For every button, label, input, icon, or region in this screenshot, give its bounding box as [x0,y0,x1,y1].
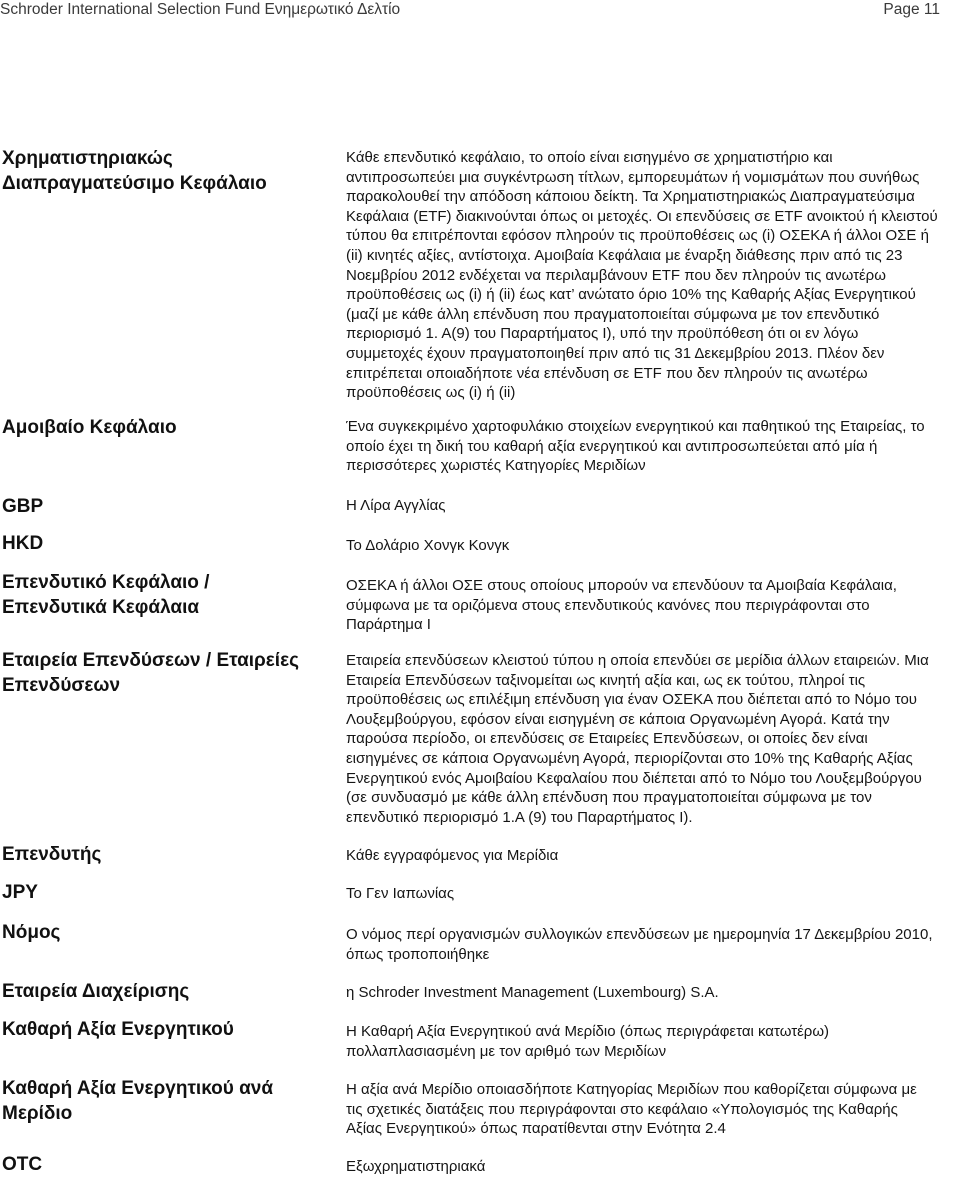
definition-row [0,880,960,905]
definition-text-line: παρούσα περίοδο, οι επενδύσεις σε Εταιρείες Επενδύσεων, οι οποίες δεν είναι [346,730,868,748]
definition-text [346,496,958,516]
definition-row [0,979,960,1004]
definition-term [2,570,337,620]
definition-text-line: προϋποθέσεις ως επιλέξιμη επένδυση για έναν ΟΣΕΚΑ που διέπεται από το Νόμο του [346,691,917,709]
definition-text-line: παρακολουθεί την απόδοση κάποιου δείκτη. Τα Χρηματιστηριακώς Διαπραγματεύσιμα [346,188,915,206]
definition-term-line: HKD [2,532,44,554]
definition-term-line: Διαπραγματεύσιμο Κεφάλαιο [2,173,267,194]
definition-term-line: Επενδυτικό Κεφάλαιο / [2,571,210,593]
definition-text-line: Η αξία ανά Μερίδιο οποιασδήποτε Κατηγορίας Μεριδίων που καθορίζεται σύμφωνα με [346,1081,917,1098]
definition-row [0,415,960,475]
definition-text [346,846,958,866]
definition-term-line: Εταιρεία Επενδύσεων / Εταιρείες [2,649,299,671]
definition-term [2,494,337,519]
page-number: Page 11 [883,1,940,18]
definition-term [2,648,337,698]
definition-text [346,1157,958,1177]
definition-text-line: Το Γεν Ιαπωνίας [346,885,455,902]
definition-row [0,920,960,963]
definition-text-line: αντιπροσωπεύει μια συγκέντρωση τίτλων, εμπορευμάτων ή νομισμάτων που συνήθως [346,168,920,186]
definition-text [346,651,958,827]
definition-text-line: Ο νόμος περί οργανισμών συλλογικών επενδύσεων με ημερομηνία 17 Δεκεμβρίου 2010, [346,926,933,943]
definition-text-line: Ένα συγκεκριμένο χαρτοφυλάκιο στοιχείων ενεργητικού και παθητικού της Εταιρείας, το [346,418,925,435]
definition-term-line: Καθαρή Αξία Ενεργητικού ανά [2,1077,274,1099]
definition-text-line: Κεφάλαια (ETF) διακινούνται όπως οι μετοχές. Οι επενδύσεις σε ETF ανοικτού ή κλειστού [346,207,938,225]
definition-term [2,531,337,556]
definition-text [346,925,958,964]
definition-text-line: εισηγμένες σε κάποια Οργανωμένη Αγορά, περιορίζονται στο 10% της Καθαρής Αξίας [346,749,913,767]
definition-term-line: Επενδυτικά Κεφάλαια [2,596,200,618]
definition-text-line: περισσότερες χωριστές Κατηγορίες Μεριδίων [346,457,646,475]
definition-text-line: Παράρτημα Ι [346,616,431,634]
definition-row [0,1017,960,1060]
definition-term [2,920,337,945]
definition-row [0,1152,960,1177]
definition-row [0,146,960,402]
definition-text [346,983,958,1003]
definition-text-line: οποίο έχει τη δική του καθαρή αξία ενεργητικού και αντιπροσωπεύεται από μία ή [346,437,878,455]
definition-text-line: περιορισμό 1. Α(9) του Παραρτήματος Ι), υπό την προϋπόθεση ότι οι εν λόγω [346,325,859,343]
definition-term [2,979,337,1004]
definition-text-line: Νοεμβρίου 2012 ενδέχεται να περιλαμβάνουν ETF που δεν πληρούν τις ανωτέρω [346,266,886,284]
definition-row [0,842,960,867]
definition-term [2,842,337,867]
definition-term-line: Εταιρεία Διαχείρισης [2,980,190,1002]
definition-text [346,417,958,476]
definition-term [2,146,337,196]
definition-text [346,576,958,635]
definition-term [2,1017,337,1042]
definition-row [0,1076,960,1138]
definition-text [346,884,958,904]
document-header-title: Schroder International Selection Fund Ενημερωτικό Δελτίο [0,1,401,18]
definition-row [0,570,960,634]
definition-term-line: Χρηματιστηριακώς [2,148,173,169]
definition-text-line: Κάθε εγγραφόμενος για Μερίδια [346,847,559,864]
definition-text-line: όπως τροποποιήθηκε [346,945,490,963]
definition-text-line: Η Λίρα Αγγλίας [346,497,446,514]
definition-text-line: τύπου θα επιτρέπονται εφόσον πληρούν τις προϋποθέσεις ως (i) ΟΣΕΚΑ ή άλλοι ΟΣΕ ή [346,227,929,245]
definition-term-line: Καθαρή Αξία Ενεργητικού [2,1018,234,1040]
definition-term-line: GBP [2,495,44,517]
definition-term-line: OTC [2,1154,43,1175]
definition-row [0,531,960,556]
definition-text [346,1022,958,1061]
definition-text-line: Η Καθαρή Αξία Ενεργητικού ανά Μερίδιο (όπως περιγράφεται κατωτέρω) [346,1023,830,1040]
definition-term [2,1152,337,1177]
definition-term-line: Επενδυτής [2,843,102,865]
definition-text-line: (μαζί με κάθε άλλη επένδυση που πραγματοποιείται σύμφωνα με τον επενδυτικό [346,305,880,323]
definition-text-line: Εξωχρηματιστηριακά [346,1158,486,1175]
definition-text-line: Εταιρεία επενδύσεων κλειστού τύπου η οποία επενδύει σε μερίδια άλλων εταιρειών. Μια [346,652,929,669]
definition-text-line: σύμφωνα με τα οριζόμενα στους επενδυτικούς κανόνες που περιγράφονται στο [346,596,870,614]
definition-row [0,494,960,519]
definition-text-line: προϋποθέσεις ως (i) ή (ii) [346,384,516,402]
definition-text-line: Αξίας Ενεργητικού» όπως παρατίθενται στην Ενότητα 2.4 [346,1120,726,1138]
definition-text-line: ΟΣΕΚΑ ή άλλοι ΟΣΕ στους οποίους μπορούν να επενδύουν τα Αμοιβαία Κεφάλαια, [346,577,897,594]
definition-text-line: Το Δολάριο Χονγκ Κονγκ [346,537,510,554]
definition-text-line: Ενεργητικού ενός Αμοιβαίου Κεφαλαίου που διέπεται από το Νόμο του Λουξεμβούργου [346,769,922,787]
definition-term-line: Μερίδιο [2,1102,73,1124]
definition-text-line: συμμετοχές έχουν πραγματοποιηθεί πριν από τις 31 Δεκεμβρίου 2013. Πλέον δεν [346,344,885,362]
definition-text-line: επιτρέπεται οποιαδήποτε νέα επένδυση σε ETF που δεν πληρούν τις ανωτέρω [346,364,868,382]
definition-text-line: Κάθε επενδυτικό κεφάλαιο, το οποίο είναι εισηγμένο σε χρηματιστήριο και [346,149,833,166]
definition-text-line: (σε συνδυασμό με κάθε άλλη επένδυση που πραγματοποιείται σύμφωνα με τον [346,789,872,807]
definition-text-line: Λουξεμβούργου, εφόσον είναι εισηγμένη σε κάποια Οργανωμένη Αγορά. Κατά την [346,710,890,728]
definition-term [2,415,337,440]
definition-term-line: Επενδύσεων [2,674,121,696]
definition-term-line: Αμοιβαίο Κεφάλαιο [2,416,177,438]
definition-term-line: Νόμος [2,921,61,943]
definition-text-line: προϋποθέσεις ως (i) ή (ii) έως κατ’ ανώτατο όριο 10% της Καθαρής Αξίας Ενεργητικού [346,286,916,304]
definition-text [346,1080,958,1139]
definition-term [2,880,337,905]
definition-text [346,148,958,403]
definition-term-line: JPY [2,881,38,903]
definition-text-line: επενδυτικό περιορισμό 1.Α (9) του Παραρτήματος Ι). [346,808,693,826]
definition-text-line: (ii) κινητές αξίες, αντίστοιχα. Αμοιβαία Κεφάλαια με έναρξη διάθεσης πριν από τις 23 [346,246,903,264]
definition-row [0,648,960,826]
definition-text-line: τις σχετικές διατάξεις που περιγράφονται στο κεφάλαιο «Υπολογισμός της Καθαρής [346,1100,898,1118]
definition-text-line: η Schroder Investment Management (Luxembourg) S.A. [346,984,719,1001]
definition-text [346,536,958,556]
definition-text-line: Εταιρεία Επενδύσεων ταξινομείται ως κινητή αξία και, ως εκ τούτου, πληροί τις [346,671,866,689]
definition-text-line: πολλαπλασιασμένη με τον αριθμό των Μεριδίων [346,1042,667,1060]
definition-term [2,1076,337,1126]
